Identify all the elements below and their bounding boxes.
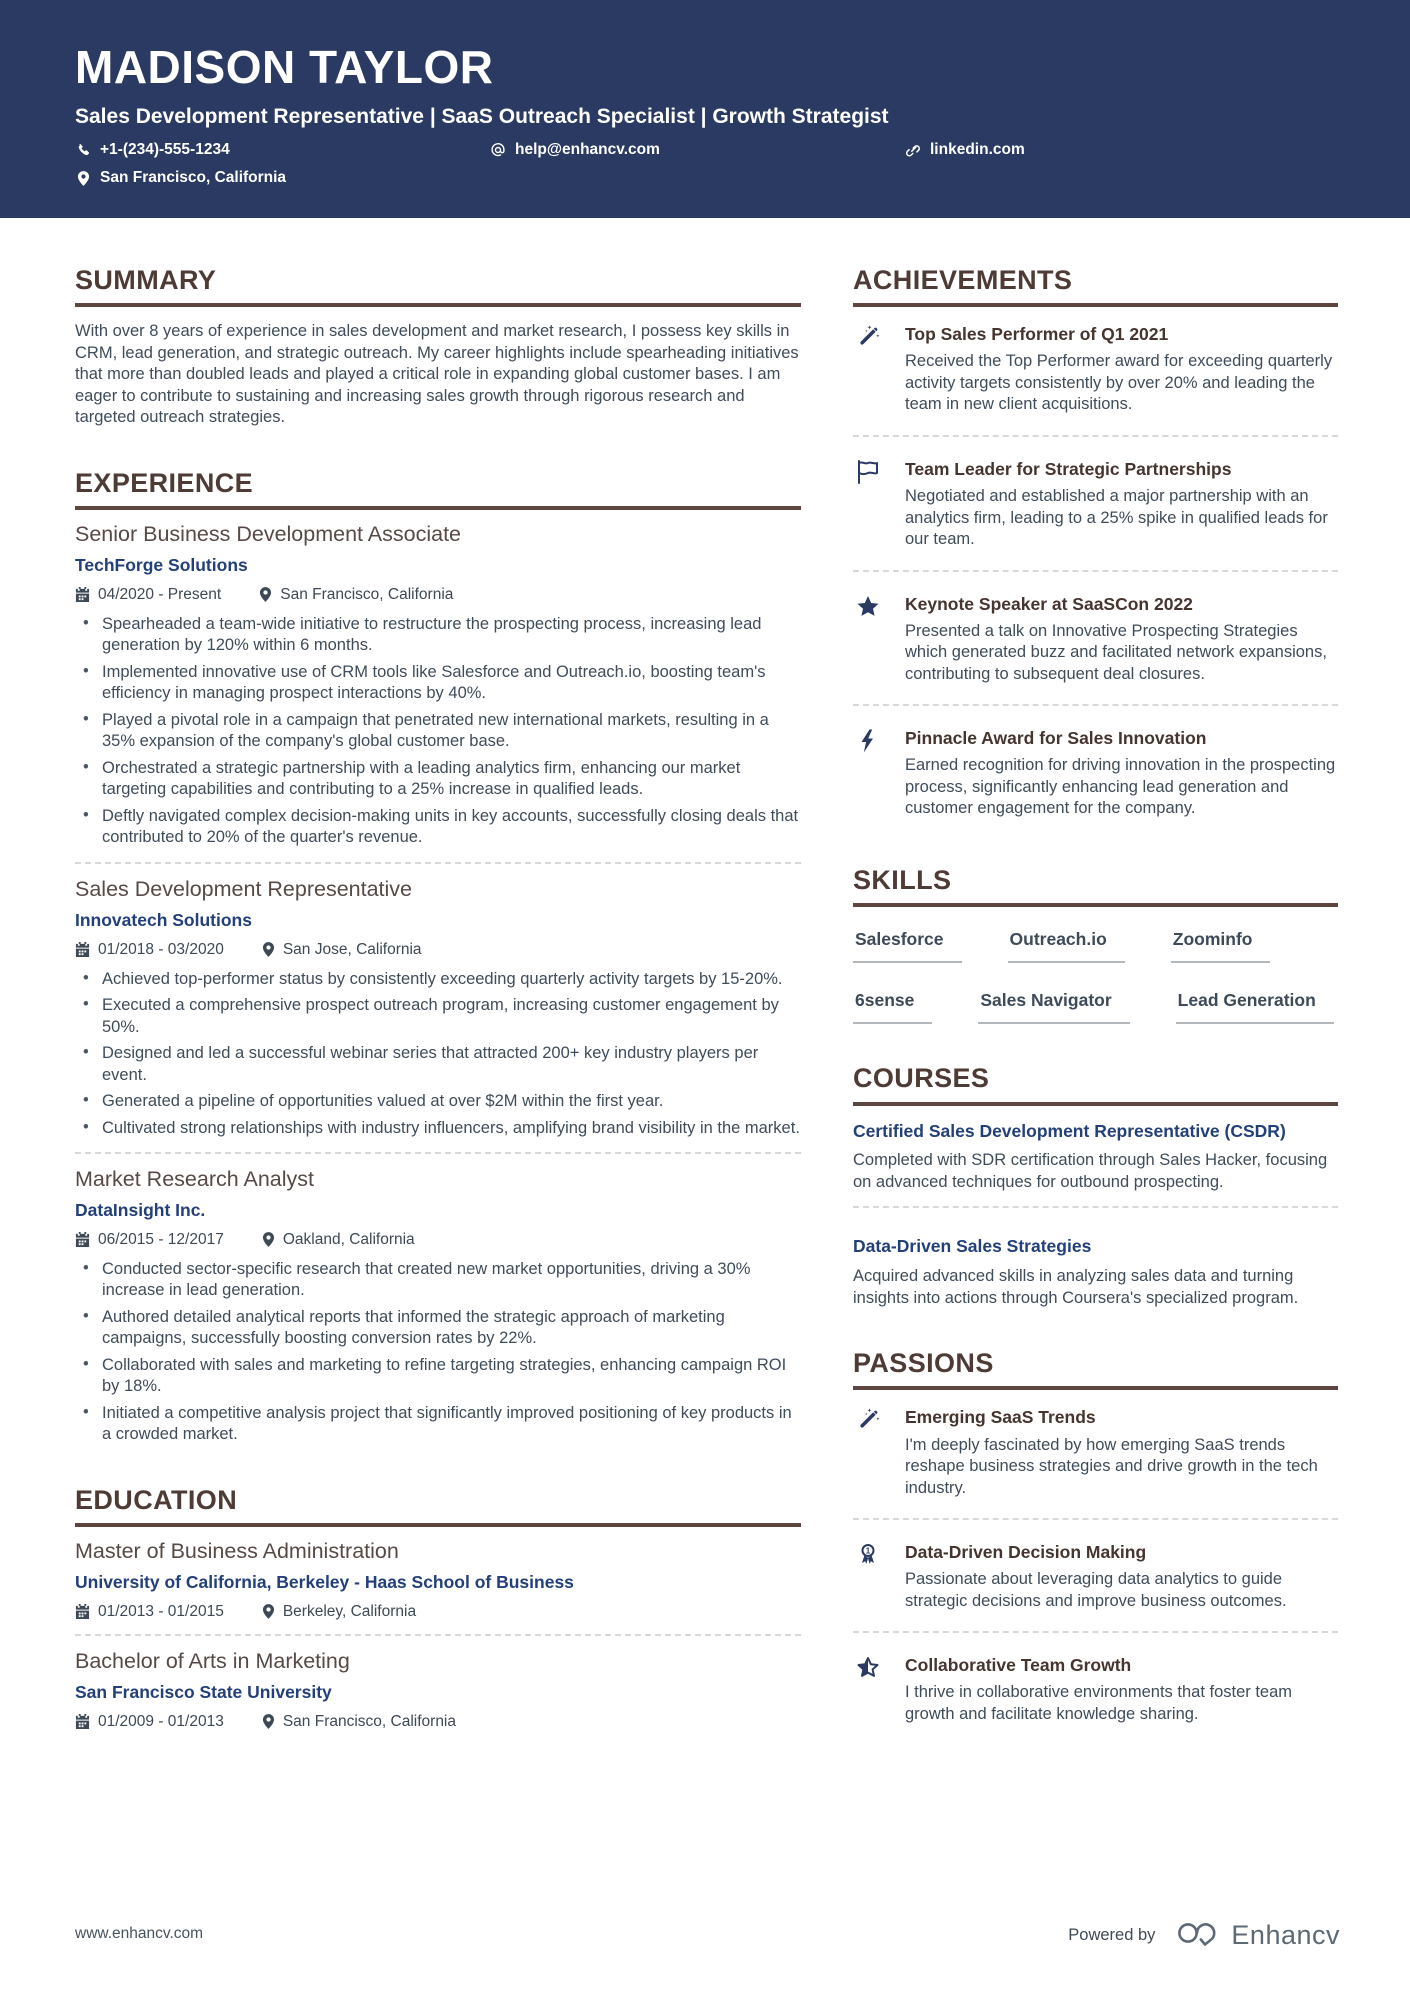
achievement-description: Presented a talk on Innovative Prospecting Strategies which generated buzz and facilitated network expansions, contributing to subsequent deal closures. (905, 621, 1327, 683)
degree-title: Master of Business Administration (75, 1539, 399, 1564)
school-name: San Francisco State University (75, 1681, 332, 1702)
passion-description: Passionate about leveraging data analytics to guide strategic decisions and improve business outcomes. (905, 1570, 1287, 1610)
bolt-icon (854, 726, 884, 820)
achievement-description: Negotiated and established a major partnership with an analytics firm, leading to a 25% spike in qualified leads for our team. (905, 487, 1328, 549)
achievement-item (853, 450, 1338, 557)
achievements-section (853, 266, 1338, 826)
passion-item (853, 1398, 1338, 1505)
dates-value: 01/2013 - 01/2015 (98, 1602, 224, 1620)
left-column (75, 266, 801, 1771)
enhancv-brand-text: Enhancv (1231, 1920, 1340, 1950)
location-icon (262, 1232, 275, 1247)
passion-body (905, 1540, 1338, 1612)
experience-entry (75, 1167, 801, 1446)
skills-heading: SKILLS (853, 866, 1338, 907)
achievement-title: Pinnacle Award for Sales Innovation (905, 728, 1207, 749)
course-item (853, 1106, 1338, 1194)
location-icon (262, 1604, 275, 1619)
calendar-icon (75, 587, 90, 602)
calendar-icon (75, 1232, 90, 1247)
achievement-title: Keynote Speaker at SaaSCon 2022 (905, 593, 1193, 614)
phone-item (75, 141, 490, 159)
education-entry (75, 1539, 801, 1621)
bullet-item: • Authored detailed analytical reports that informed the strategic approach of marketing campaigns, successfully boosting conversion rates by 22%. (75, 1307, 801, 1350)
job-meta (75, 941, 801, 959)
achievement-title: Team Leader for Strategic Partnerships (905, 458, 1232, 479)
calendar-icon (75, 1714, 90, 1729)
dates-item (75, 941, 224, 959)
achievement-description: Received the Top Performer award for exceeding quarterly activity targets consistently by over 20% and leading the team in new client acquisitions. (905, 352, 1333, 414)
divider (853, 1518, 1338, 1520)
experience-heading: EXPERIENCE (75, 469, 801, 510)
bullet-item: • Deftly navigated complex decision-making units in key accounts, successfully closing deals that contributed to 20% of the quarter's revenue. (75, 806, 801, 849)
location-icon (259, 587, 272, 602)
dates-item (75, 1713, 224, 1731)
contact-block (75, 141, 1335, 187)
skills-section (853, 866, 1338, 1024)
course-title: Certified Sales Development Representative (CSDR) (853, 1120, 1286, 1141)
achievement-body (905, 592, 1338, 686)
courses-section (853, 1064, 1338, 1309)
summary-text: With over 8 years of experience in sales development and market research, I possess key skills in CRM, lead generation, and strategic outreach. My career highlights include spearheading initiatives that more than doubled leads and played a critical role in expanding global customer bases. I am eager to contribute to sustaining and increasing sales growth through rigorous research and targeted outreach strategies. (75, 322, 799, 427)
bullet-item: • Collaborated with sales and marketing to refine targeting strategies, enhancing campaign ROI by 18%. (75, 1355, 801, 1398)
experience-entry (75, 877, 801, 1139)
passion-title: Emerging SaaS Trends (905, 1407, 1096, 1428)
summary-section (75, 266, 801, 429)
divider (75, 1634, 801, 1636)
location-value: San Francisco, California (282, 1712, 457, 1730)
achievement-body (905, 457, 1338, 551)
courses-heading: COURSES (853, 1064, 1338, 1105)
email-value[interactable]: help@enhancv.com (515, 141, 660, 159)
divider (75, 1152, 801, 1154)
link-value[interactable]: linkedin.com (930, 141, 1025, 159)
education-heading: EDUCATION (75, 1486, 801, 1527)
divider (853, 570, 1338, 572)
person-name: MADISON TAYLOR (75, 41, 494, 93)
dates-item (75, 1603, 224, 1621)
job-bullets (75, 1259, 801, 1446)
header (0, 0, 1410, 218)
job-meta (75, 586, 801, 604)
passion-title: Collaborative Team Growth (905, 1655, 1132, 1676)
dates-value: 01/2009 - 01/2013 (98, 1712, 224, 1730)
divider (853, 704, 1338, 706)
skill-tag: Outreach.io (1008, 929, 1125, 963)
skill-tag: Lead Generation (1176, 990, 1334, 1024)
course-description: Completed with SDR certification through Sales Hacker, focusing on advanced techniques for outbound prospecting. (853, 1151, 1328, 1191)
passions-heading: PASSIONS (853, 1349, 1338, 1390)
passion-title: Data-Driven Decision Making (905, 1542, 1147, 1562)
dates-value: 04/2020 - Present (98, 585, 222, 603)
divider (853, 435, 1338, 437)
passion-body (905, 1653, 1338, 1725)
location-item (262, 1603, 416, 1621)
passions-section (853, 1349, 1338, 1731)
job-bullets (75, 614, 801, 849)
body-columns (0, 218, 1410, 1771)
divider (853, 1206, 1338, 1208)
degree-meta (75, 1713, 801, 1731)
dates-value: 01/2018 - 03/2020 (98, 940, 224, 958)
bullet-item: • Played a pivotal role in a campaign that penetrated new international markets, resulting in a 35% expansion of the company's global customer base. (75, 710, 801, 753)
location-value: Oakland, California (282, 1230, 415, 1248)
medal-icon (854, 1540, 884, 1612)
job-title: Market Research Analyst (75, 1167, 314, 1192)
bullet-item: • Initiated a competitive analysis project that significantly improved positioning of key products in a crowded market. (75, 1403, 801, 1446)
contact-row (75, 141, 1335, 159)
location-value: Berkeley, California (282, 1602, 417, 1620)
job-meta (75, 1231, 801, 1249)
education-section (75, 1486, 801, 1731)
location-icon (262, 1714, 275, 1729)
achievement-body (905, 726, 1338, 820)
right-column (853, 266, 1338, 1771)
skills-list (853, 929, 1338, 1024)
school-name: University of California, Berkeley - Haas School of Business (75, 1571, 574, 1592)
location-icon (75, 171, 91, 186)
powered-by-label: Powered by (1068, 1926, 1156, 1944)
location-item (262, 1713, 456, 1731)
enhancv-brand[interactable] (1175, 1918, 1340, 1953)
calendar-icon (75, 1604, 90, 1619)
bullet-item: • Designed and led a successful webinar series that attracted 200+ key industry players per event. (75, 1043, 801, 1086)
passion-item (853, 1646, 1338, 1731)
location-item (75, 169, 490, 187)
achievement-item (853, 719, 1338, 826)
course-item (853, 1221, 1338, 1309)
half-star-icon (854, 1653, 884, 1725)
job-title: Sales Development Representative (75, 876, 413, 901)
job-bullets (75, 969, 801, 1140)
skill-tag: Salesforce (853, 929, 962, 963)
location-item (262, 1231, 415, 1249)
company-name: Innovatech Solutions (75, 909, 252, 930)
skill-tag: Sales Navigator (978, 990, 1129, 1024)
skill-tag: 6sense (853, 990, 932, 1024)
calendar-icon (75, 942, 90, 957)
divider (75, 862, 801, 864)
passion-body (905, 1405, 1338, 1499)
bullet-item: • Executed a comprehensive prospect outreach program, increasing customer engagement by 50%. (75, 995, 801, 1038)
summary-heading: SUMMARY (75, 266, 801, 307)
bullet-item: • Orchestrated a strategic partnership with a leading analytics firm, enhancing our market targeting capabilities and contributing to a 25% increase in qualified leads. (75, 758, 801, 801)
email-item[interactable] (490, 141, 905, 159)
passion-item (853, 1533, 1338, 1618)
dates-item (75, 586, 221, 604)
education-entry (75, 1649, 801, 1731)
course-description: Acquired advanced skills in analyzing sales data and turning insights into actions through Coursera's specialized program. (853, 1267, 1299, 1307)
experience-section (75, 469, 801, 1446)
bullet-item: • Generated a pipeline of opportunities valued at over $2M within the first year. (75, 1091, 801, 1113)
enhancv-logo-icon (1175, 1918, 1221, 1953)
achievement-item (853, 585, 1338, 692)
star-icon (854, 592, 884, 686)
dates-value: 06/2015 - 12/2017 (98, 1230, 224, 1248)
passion-description: I thrive in collaborative environments that foster team growth and facilitate knowledge sharing. (905, 1683, 1293, 1723)
footer-website[interactable]: www.enhancv.com (75, 1925, 204, 1942)
skill-tag: Zoominfo (1171, 929, 1271, 963)
contact-row (75, 169, 1335, 187)
achievement-title: Top Sales Performer of Q1 2021 (905, 324, 1169, 345)
location-icon (262, 942, 275, 957)
bullet-item: • Conducted sector-specific research that created new market opportunities, driving a 30% increase in lead generation. (75, 1259, 801, 1302)
job-title: Senior Business Development Associate (75, 522, 462, 547)
footer-branding (1068, 1918, 1340, 1953)
bullet-item: • Cultivated strong relationships with industry influencers, amplifying brand visibility in the market. (75, 1118, 801, 1140)
degree-title: Bachelor of Arts in Marketing (75, 1648, 350, 1673)
at-icon (490, 142, 506, 158)
bullet-item: • Implemented innovative use of CRM tools like Salesforce and Outreach.io, boosting team's efficiency in managing prospect interactions by 40%. (75, 662, 801, 705)
location-item (259, 586, 453, 604)
company-name: TechForge Solutions (75, 554, 248, 575)
bullet-item: • Spearheaded a team-wide initiative to restructure the prospecting process, increasing lead generation by 120% within 6 months. (75, 614, 801, 657)
link-item[interactable] (905, 141, 1025, 159)
link-icon (905, 142, 921, 158)
wand-icon (854, 1405, 884, 1499)
degree-meta (75, 1603, 801, 1621)
phone-icon (75, 143, 91, 158)
location-value: San Jose, California (282, 940, 422, 958)
svg-text:1: 1 (865, 1546, 871, 1556)
location-value: San Francisco, California (100, 169, 287, 187)
headline: Sales Development Representative | SaaS Outreach Specialist | Growth Strategist (75, 105, 889, 128)
passion-description: I'm deeply fascinated by how emerging SaaS trends reshape business strategies and drive growth in the tech industry. (905, 1435, 1318, 1497)
experience-entry (75, 522, 801, 849)
achievement-body (905, 322, 1338, 416)
dates-item (75, 1231, 224, 1249)
achievements-heading: ACHIEVEMENTS (853, 266, 1338, 307)
location-value: San Francisco, California (280, 585, 454, 603)
bullet-item: • Achieved top-performer status by consistently exceeding quarterly activity targets by 15-20%. (75, 969, 801, 991)
course-title: Data-Driven Sales Strategies (853, 1236, 1092, 1257)
divider (853, 1631, 1338, 1633)
company-name: DataInsight Inc. (75, 1199, 206, 1220)
achievement-description: Earned recognition for driving innovation in the prospecting process, significantly enhancing lead generation and customer engagement for the company. (905, 756, 1336, 818)
achievement-item (853, 315, 1338, 422)
location-item (262, 941, 422, 959)
wand-icon (854, 322, 884, 416)
phone-value: +1-(234)-555-1234 (100, 141, 230, 159)
flag-icon (854, 457, 884, 551)
